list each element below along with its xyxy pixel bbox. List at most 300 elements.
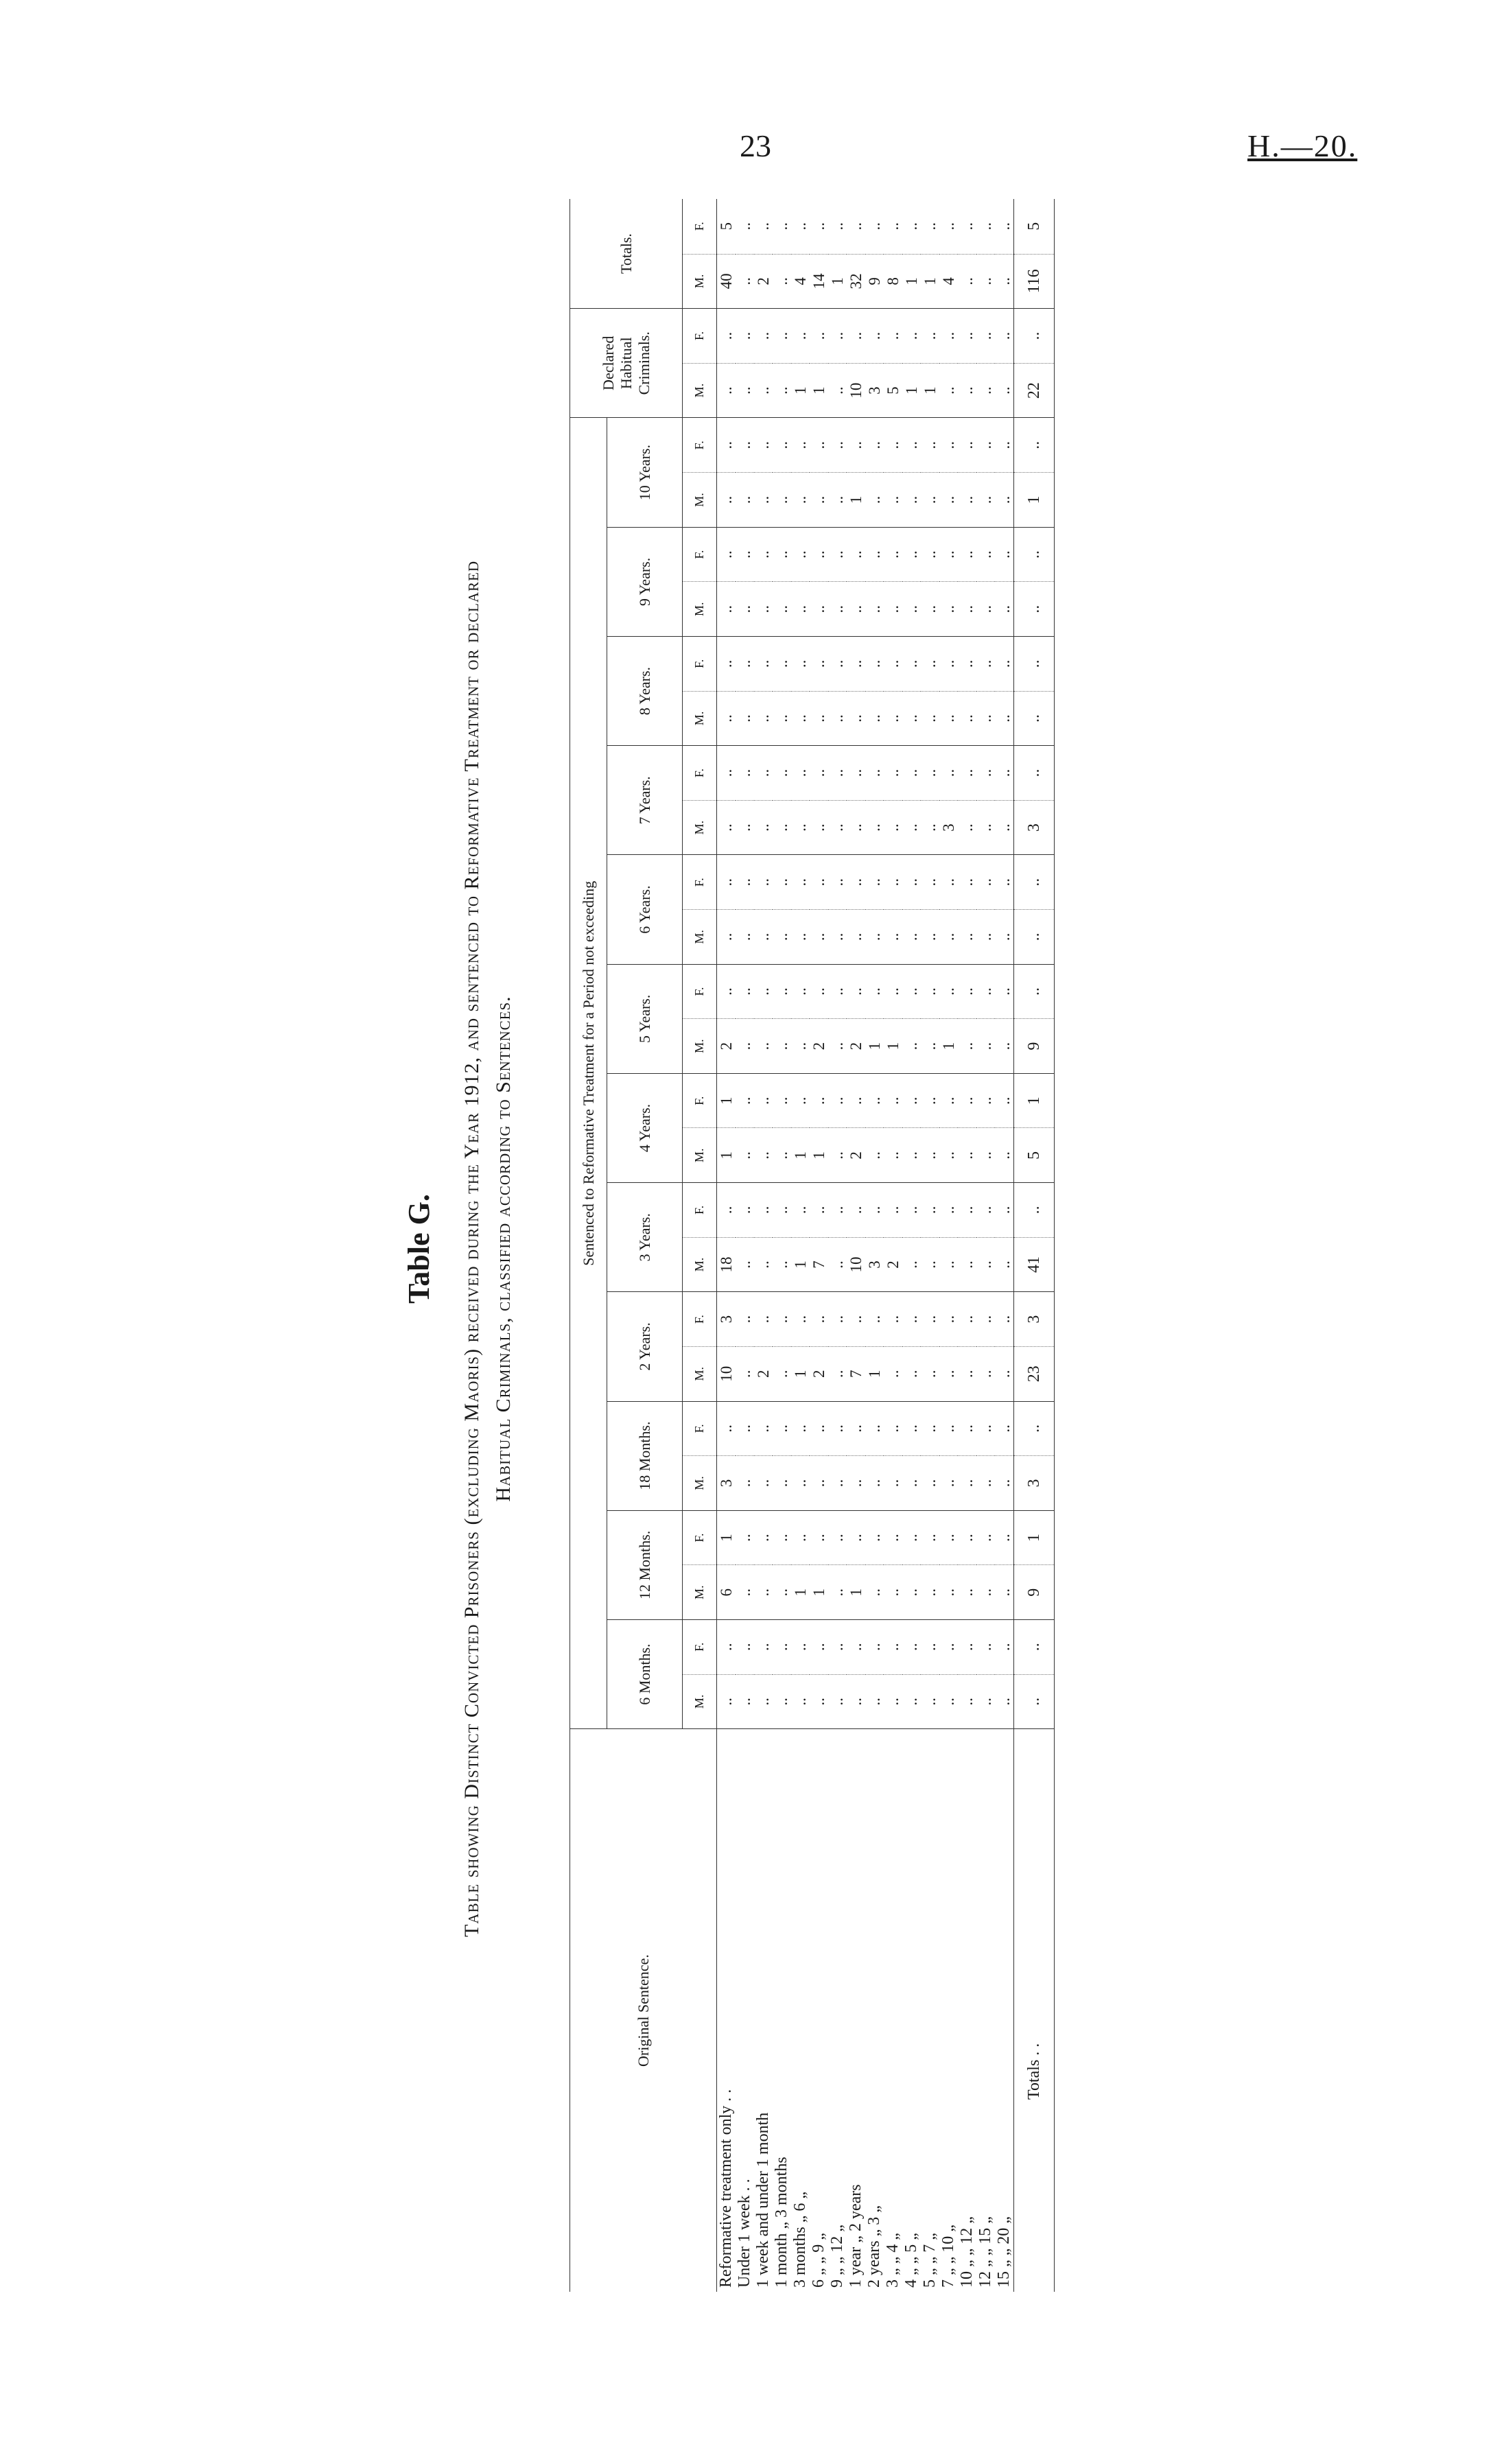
table-cell: .. bbox=[828, 910, 847, 965]
table-cell: .. bbox=[921, 800, 939, 855]
table-cell: 1 bbox=[828, 254, 847, 309]
table-cell: 1 bbox=[847, 473, 865, 528]
table-cell: .. bbox=[939, 418, 958, 473]
table-cell: .. bbox=[773, 1346, 791, 1401]
table-cell: .. bbox=[754, 363, 773, 418]
table-cell: 3 bbox=[717, 1292, 736, 1347]
table-cell: .. bbox=[958, 1292, 976, 1347]
female-column-header: F. bbox=[683, 1073, 717, 1128]
table-cell: .. bbox=[902, 582, 921, 637]
table-cell: .. bbox=[810, 1073, 828, 1128]
table-cell: .. bbox=[773, 582, 791, 637]
table-cell: .. bbox=[995, 1401, 1014, 1456]
table-cell: .. bbox=[958, 473, 976, 528]
table-cell: .. bbox=[958, 1674, 976, 1729]
table-cell: .. bbox=[791, 1674, 810, 1729]
table-row bbox=[958, 199, 976, 2292]
male-column-header: M. bbox=[683, 1237, 717, 1292]
table-cell: .. bbox=[736, 1565, 754, 1620]
table-cell: .. bbox=[884, 1565, 902, 1620]
table-cell: .. bbox=[921, 1073, 939, 1128]
table-cell: .. bbox=[754, 309, 773, 364]
female-column-header: F. bbox=[683, 637, 717, 692]
table-cell: .. bbox=[828, 1401, 847, 1456]
table-cell: .. bbox=[847, 309, 865, 364]
table-cell: .. bbox=[736, 637, 754, 692]
table-cell: .. bbox=[791, 800, 810, 855]
declared-habitual-header: Declared Habitual Criminals. bbox=[570, 309, 683, 418]
table-cell: .. bbox=[736, 964, 754, 1019]
table-cell: .. bbox=[847, 1456, 865, 1511]
table-cell: .. bbox=[828, 582, 847, 637]
table-cell: .. bbox=[865, 309, 884, 364]
table-cell: .. bbox=[995, 199, 1014, 254]
table-cell: .. bbox=[717, 691, 736, 746]
row-label: 3 „ „ 4 „ bbox=[884, 2233, 902, 2288]
table-cell: .. bbox=[828, 418, 847, 473]
table-cell: 116 bbox=[1014, 254, 1055, 309]
table-cell: .. bbox=[1014, 582, 1055, 637]
table-cell: .. bbox=[958, 1456, 976, 1511]
table-row bbox=[847, 199, 865, 2292]
table-cell: .. bbox=[810, 1619, 828, 1674]
table-cell: .. bbox=[1014, 1674, 1055, 1729]
table-cell: 1 bbox=[717, 1128, 736, 1183]
table-cell: .. bbox=[828, 1565, 847, 1620]
table-cell: .. bbox=[717, 527, 736, 582]
table-cell: .. bbox=[1014, 1183, 1055, 1238]
row-label: 4 „ „ 5 „ bbox=[902, 2233, 920, 2288]
table-cell: .. bbox=[791, 1073, 810, 1128]
table-cell: .. bbox=[884, 1073, 902, 1128]
table-cell: .. bbox=[902, 527, 921, 582]
table-cell: .. bbox=[754, 691, 773, 746]
table-cell: .. bbox=[754, 1401, 773, 1456]
table-cell: .. bbox=[921, 1565, 939, 1620]
table-row bbox=[736, 199, 754, 2292]
table-cell: .. bbox=[884, 1346, 902, 1401]
table-cell: .. bbox=[754, 1510, 773, 1565]
table-cell: .. bbox=[828, 800, 847, 855]
male-column-header: M. bbox=[683, 910, 717, 965]
table-cell: .. bbox=[865, 855, 884, 910]
table-cell: .. bbox=[902, 1565, 921, 1620]
table-cell: .. bbox=[865, 1565, 884, 1620]
table-cell: .. bbox=[717, 309, 736, 364]
table-cell: .. bbox=[939, 1128, 958, 1183]
table-cell: 10 bbox=[847, 1237, 865, 1292]
table-cell: .. bbox=[736, 418, 754, 473]
table-cell: 18 bbox=[717, 1237, 736, 1292]
table-cell: .. bbox=[736, 1019, 754, 1074]
table-cell: .. bbox=[884, 1619, 902, 1674]
table-cell: .. bbox=[939, 1073, 958, 1128]
period-header: 2 Years. bbox=[607, 1292, 683, 1401]
table-cell: .. bbox=[976, 746, 995, 801]
table-cell: .. bbox=[717, 800, 736, 855]
table-cell: .. bbox=[939, 309, 958, 364]
table-cell: .. bbox=[995, 1674, 1014, 1729]
table-cell: .. bbox=[921, 746, 939, 801]
table-cell: 1 bbox=[1014, 1510, 1055, 1565]
table-cell: .. bbox=[976, 1565, 995, 1620]
table-cell: .. bbox=[754, 1128, 773, 1183]
table-cell: 2 bbox=[884, 1237, 902, 1292]
table-cell: .. bbox=[865, 1073, 884, 1128]
caption-line-2: Habitual Criminals, classified according to Sentences. bbox=[492, 996, 515, 1502]
table-row bbox=[939, 199, 958, 2292]
table-cell: .. bbox=[902, 691, 921, 746]
table-cell: .. bbox=[995, 1237, 1014, 1292]
table-cell: .. bbox=[736, 1183, 754, 1238]
table-cell: .. bbox=[921, 855, 939, 910]
table-cell: .. bbox=[736, 1674, 754, 1729]
table-cell: 2 bbox=[810, 1346, 828, 1401]
table-cell: .. bbox=[995, 363, 1014, 418]
table-cell: .. bbox=[921, 199, 939, 254]
period-header: 7 Years. bbox=[607, 746, 683, 855]
table-cell: .. bbox=[754, 1674, 773, 1729]
table-cell: .. bbox=[828, 473, 847, 528]
table-cell: .. bbox=[736, 254, 754, 309]
table-cell: 1 bbox=[717, 1073, 736, 1128]
table-cell: .. bbox=[976, 800, 995, 855]
table-cell: .. bbox=[736, 1619, 754, 1674]
table-cell: .. bbox=[902, 910, 921, 965]
table-cell: .. bbox=[939, 473, 958, 528]
row-label: Totals . . bbox=[1014, 1729, 1055, 2292]
female-column-header: F. bbox=[683, 1183, 717, 1238]
table-cell: 2 bbox=[847, 1128, 865, 1183]
table-cell: .. bbox=[902, 800, 921, 855]
female-column-header: F. bbox=[683, 964, 717, 1019]
table-cell: .. bbox=[995, 964, 1014, 1019]
row-label: 10 „ „ 12 „ bbox=[958, 2216, 976, 2288]
table-cell: .. bbox=[773, 746, 791, 801]
table-cell: .. bbox=[939, 1619, 958, 1674]
period-header: 3 Years. bbox=[607, 1183, 683, 1292]
table-cell: .. bbox=[921, 582, 939, 637]
table-cell: 2 bbox=[754, 254, 773, 309]
table-cell: 5 bbox=[1014, 1128, 1055, 1183]
table-cell: .. bbox=[810, 746, 828, 801]
table-cell: .. bbox=[1014, 964, 1055, 1019]
table-cell: .. bbox=[995, 1019, 1014, 1074]
table-cell: 7 bbox=[810, 1237, 828, 1292]
table-cell: .. bbox=[995, 309, 1014, 364]
table-cell: 4 bbox=[939, 254, 958, 309]
table-cell: .. bbox=[939, 637, 958, 692]
table-cell: .. bbox=[1014, 309, 1055, 364]
table-cell: .. bbox=[791, 527, 810, 582]
table-cell: .. bbox=[958, 746, 976, 801]
table-cell: .. bbox=[902, 1292, 921, 1347]
table-cell: .. bbox=[847, 746, 865, 801]
table-cell: 3 bbox=[717, 1456, 736, 1511]
table-cell: .. bbox=[773, 1128, 791, 1183]
table-row bbox=[884, 199, 902, 2292]
table-cell: .. bbox=[921, 1456, 939, 1511]
table-cell: .. bbox=[865, 800, 884, 855]
table-cell: .. bbox=[847, 1510, 865, 1565]
table-cell: .. bbox=[939, 1510, 958, 1565]
table-cell: .. bbox=[995, 527, 1014, 582]
table-cell: .. bbox=[995, 637, 1014, 692]
table-cell: .. bbox=[902, 746, 921, 801]
female-column-header: F. bbox=[683, 309, 717, 364]
table-cell: 1 bbox=[1014, 473, 1055, 528]
table-cell: .. bbox=[958, 964, 976, 1019]
table-cell: .. bbox=[865, 1401, 884, 1456]
row-label: 12 „ „ 15 „ bbox=[976, 2216, 994, 2288]
table-cell: .. bbox=[995, 691, 1014, 746]
table-cell: .. bbox=[736, 309, 754, 364]
table-cell: .. bbox=[976, 309, 995, 364]
table-cell: .. bbox=[828, 1292, 847, 1347]
table-cell: .. bbox=[958, 199, 976, 254]
table-row bbox=[810, 199, 828, 2292]
table-cell: .. bbox=[810, 637, 828, 692]
table-cell: .. bbox=[791, 1292, 810, 1347]
table-cell: .. bbox=[976, 855, 995, 910]
table-cell: .. bbox=[976, 199, 995, 254]
table-cell: .. bbox=[976, 1128, 995, 1183]
table-row bbox=[791, 199, 810, 2292]
table-cell: .. bbox=[958, 1401, 976, 1456]
table-cell: 1 bbox=[791, 1237, 810, 1292]
table-cell: .. bbox=[884, 1510, 902, 1565]
table-cell: .. bbox=[939, 582, 958, 637]
table-cell: .. bbox=[828, 363, 847, 418]
table-cell: .. bbox=[939, 910, 958, 965]
caption-line-1: Table showing Distinct Convicted Prisoners (excluding Maoris) received during the Year 1912, and sentenced to Reformative Treatment or declared bbox=[460, 560, 483, 1938]
table-cell: 3 bbox=[1014, 1456, 1055, 1511]
table-cell: .. bbox=[773, 473, 791, 528]
period-header: 18 Months. bbox=[607, 1401, 683, 1510]
table-cell: .. bbox=[773, 800, 791, 855]
table-cell: .. bbox=[865, 1456, 884, 1511]
table-cell: .. bbox=[810, 582, 828, 637]
table-cell: 2 bbox=[717, 1019, 736, 1074]
table-cell: 9 bbox=[1014, 1019, 1055, 1074]
table-cell: .. bbox=[995, 1073, 1014, 1128]
table-cell: .. bbox=[847, 1073, 865, 1128]
table-cell: .. bbox=[921, 1128, 939, 1183]
table-cell: .. bbox=[773, 418, 791, 473]
row-label: 6 „ „ 9 „ bbox=[810, 2233, 827, 2288]
table-cell: 6 bbox=[717, 1565, 736, 1620]
table-cell: .. bbox=[902, 309, 921, 364]
table-cell: .. bbox=[754, 473, 773, 528]
table-cell: .. bbox=[736, 691, 754, 746]
table-cell: .. bbox=[791, 855, 810, 910]
table-cell: .. bbox=[773, 855, 791, 910]
table-cell: .. bbox=[921, 964, 939, 1019]
table-cell: .. bbox=[958, 418, 976, 473]
table-row bbox=[921, 199, 939, 2292]
table-cell: .. bbox=[717, 855, 736, 910]
table-cell: 41 bbox=[1014, 1237, 1055, 1292]
table-cell: .. bbox=[773, 1019, 791, 1074]
table-cell: .. bbox=[810, 964, 828, 1019]
table-cell: .. bbox=[847, 527, 865, 582]
table-cell: .. bbox=[1014, 637, 1055, 692]
table-cell: 1 bbox=[791, 1346, 810, 1401]
table-cell: .. bbox=[736, 1456, 754, 1511]
table-cell: .. bbox=[995, 1456, 1014, 1511]
table-cell: .. bbox=[791, 1456, 810, 1511]
table-cell: 32 bbox=[847, 254, 865, 309]
table-cell: .. bbox=[865, 582, 884, 637]
table-cell: .. bbox=[939, 199, 958, 254]
table-cell: .. bbox=[736, 527, 754, 582]
table-cell: 1 bbox=[810, 1565, 828, 1620]
table-cell: .. bbox=[791, 1183, 810, 1238]
row-label: 15 „ „ 20 „ bbox=[995, 2216, 1013, 2288]
table-cell: .. bbox=[902, 1073, 921, 1128]
table-cell: .. bbox=[958, 527, 976, 582]
table-cell: .. bbox=[773, 1456, 791, 1511]
table-cell: .. bbox=[865, 1510, 884, 1565]
table-cell: .. bbox=[976, 1510, 995, 1565]
table-cell: .. bbox=[958, 1565, 976, 1620]
table-cell: .. bbox=[958, 855, 976, 910]
table-cell: .. bbox=[976, 964, 995, 1019]
table-cell: .. bbox=[976, 637, 995, 692]
table-cell: .. bbox=[995, 800, 1014, 855]
table-cell: .. bbox=[939, 1674, 958, 1729]
table-cell: .. bbox=[921, 1292, 939, 1347]
table-cell: 1 bbox=[791, 1565, 810, 1620]
table-cell: .. bbox=[1014, 418, 1055, 473]
table-title: Table G. bbox=[402, 1194, 436, 1304]
table-cell: .. bbox=[902, 1674, 921, 1729]
table-cell: .. bbox=[995, 746, 1014, 801]
table-cell: 1 bbox=[939, 1019, 958, 1074]
table-cell: .. bbox=[902, 1619, 921, 1674]
table-cell: 1 bbox=[865, 1019, 884, 1074]
table-cell: .. bbox=[976, 1019, 995, 1074]
table-cell: .. bbox=[717, 1183, 736, 1238]
table-cell: .. bbox=[847, 1674, 865, 1729]
table-cell: .. bbox=[828, 527, 847, 582]
table-row bbox=[902, 199, 921, 2292]
table-cell: .. bbox=[773, 1237, 791, 1292]
table-cell: 1 bbox=[1014, 1073, 1055, 1128]
table-cell: .. bbox=[736, 199, 754, 254]
table-cell: .. bbox=[865, 746, 884, 801]
table-cell: .. bbox=[958, 1619, 976, 1674]
table-cell: .. bbox=[773, 199, 791, 254]
table-cell: .. bbox=[958, 691, 976, 746]
table-cell: .. bbox=[976, 418, 995, 473]
table-cell: .. bbox=[921, 1183, 939, 1238]
table-cell: .. bbox=[773, 637, 791, 692]
table-cell: .. bbox=[939, 1183, 958, 1238]
table-cell: .. bbox=[976, 473, 995, 528]
table-cell: .. bbox=[1014, 855, 1055, 910]
table-cell: .. bbox=[736, 1510, 754, 1565]
totals-row bbox=[1014, 199, 1055, 2292]
table-cell: .. bbox=[847, 1292, 865, 1347]
table-cell: .. bbox=[773, 1510, 791, 1565]
table-cell: .. bbox=[754, 582, 773, 637]
table-row bbox=[976, 199, 995, 2292]
table-cell: .. bbox=[791, 418, 810, 473]
male-column-header: M. bbox=[683, 473, 717, 528]
table-cell: .. bbox=[736, 910, 754, 965]
table-cell: .. bbox=[995, 910, 1014, 965]
table-cell: .. bbox=[902, 855, 921, 910]
male-column-header: M. bbox=[683, 582, 717, 637]
table-cell: .. bbox=[810, 1292, 828, 1347]
row-label: 1 year „ 2 years bbox=[847, 2184, 865, 2288]
table-cell: .. bbox=[810, 527, 828, 582]
table-cell: .. bbox=[773, 1073, 791, 1128]
table-cell: .. bbox=[791, 1510, 810, 1565]
female-column-header: F. bbox=[683, 746, 717, 801]
table-cell: .. bbox=[828, 637, 847, 692]
table-cell: .. bbox=[995, 1510, 1014, 1565]
table-cell: .. bbox=[717, 363, 736, 418]
table-cell: .. bbox=[717, 964, 736, 1019]
table-cell: .. bbox=[995, 473, 1014, 528]
table-cell: .. bbox=[1014, 691, 1055, 746]
table-cell: 3 bbox=[865, 1237, 884, 1292]
table-cell: .. bbox=[976, 254, 995, 309]
table-cell: .. bbox=[791, 1019, 810, 1074]
table-cell: .. bbox=[865, 473, 884, 528]
table-cell: .. bbox=[828, 199, 847, 254]
table-cell: .. bbox=[902, 1237, 921, 1292]
table-cell: .. bbox=[902, 1183, 921, 1238]
table-cell: .. bbox=[717, 746, 736, 801]
table-cell: .. bbox=[736, 1401, 754, 1456]
table-cell: 1 bbox=[791, 1128, 810, 1183]
table-cell: .. bbox=[847, 637, 865, 692]
row-label: Reformative treatment only . . bbox=[717, 2089, 735, 2288]
period-header: 5 Years. bbox=[607, 964, 683, 1073]
table-cell: .. bbox=[736, 582, 754, 637]
table-cell: .. bbox=[921, 691, 939, 746]
table-cell: 1 bbox=[902, 254, 921, 309]
table-cell: .. bbox=[995, 418, 1014, 473]
table-cell: .. bbox=[958, 309, 976, 364]
table-cell: .. bbox=[1014, 910, 1055, 965]
table-cell: .. bbox=[958, 582, 976, 637]
table-cell: .. bbox=[939, 691, 958, 746]
male-column-header: M. bbox=[683, 1346, 717, 1401]
table-cell: .. bbox=[828, 309, 847, 364]
table-cell: .. bbox=[958, 254, 976, 309]
table-cell: .. bbox=[773, 1565, 791, 1620]
table-cell: .. bbox=[939, 964, 958, 1019]
table-cell: .. bbox=[773, 1292, 791, 1347]
table-cell: .. bbox=[810, 1401, 828, 1456]
table-cell: .. bbox=[736, 800, 754, 855]
table-cell: .. bbox=[958, 637, 976, 692]
table-cell: .. bbox=[847, 1401, 865, 1456]
table-cell: 8 bbox=[884, 254, 902, 309]
table-cell: .. bbox=[754, 637, 773, 692]
table-cell: .. bbox=[773, 527, 791, 582]
table-cell: .. bbox=[976, 1674, 995, 1729]
table-cell: .. bbox=[773, 1183, 791, 1238]
table-cell: .. bbox=[754, 199, 773, 254]
table-cell: .. bbox=[736, 363, 754, 418]
table-cell: 4 bbox=[791, 254, 810, 309]
table-cell: 40 bbox=[717, 254, 736, 309]
